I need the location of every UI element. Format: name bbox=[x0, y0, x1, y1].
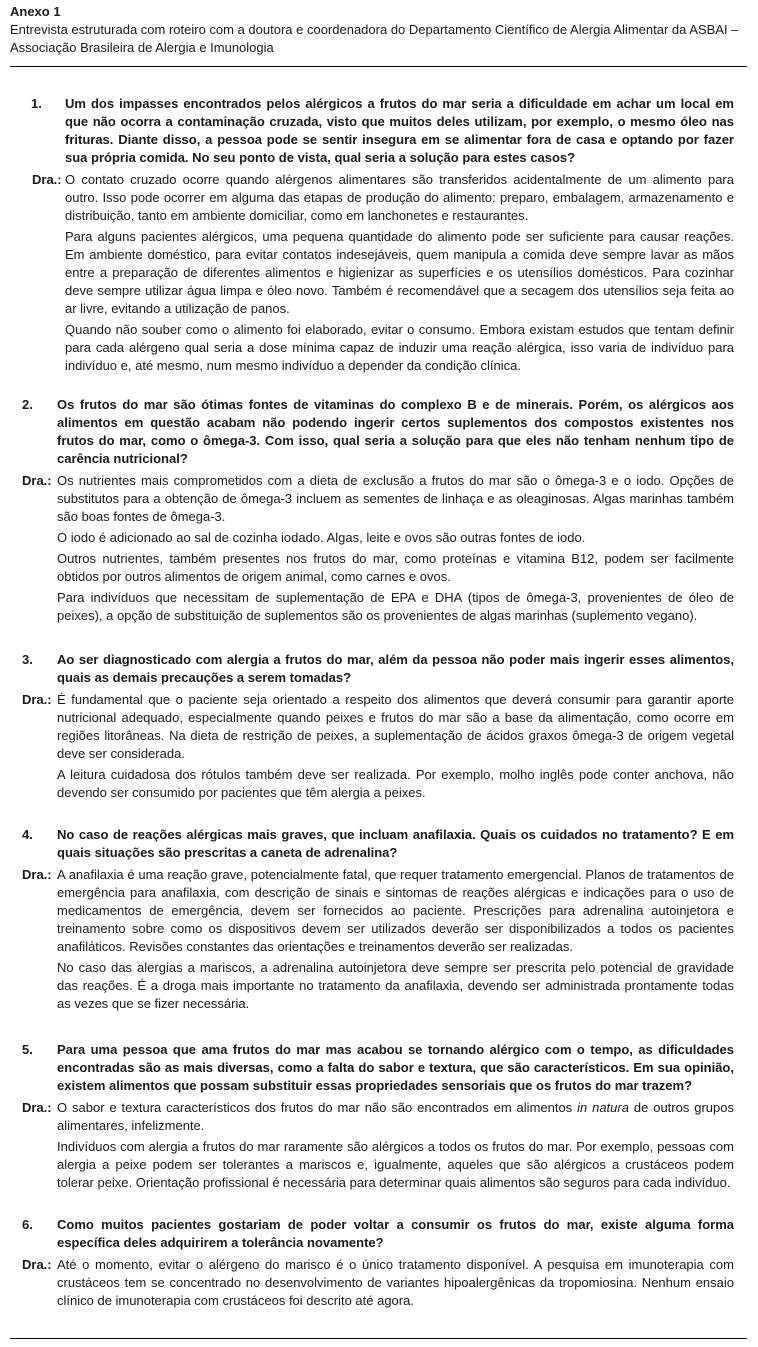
question-number: 2. bbox=[22, 397, 33, 412]
answer-3 bbox=[0, 691, 758, 802]
italic-term: in natura bbox=[577, 1100, 629, 1115]
question-2 bbox=[0, 396, 758, 468]
annex-header bbox=[10, 3, 750, 57]
speaker-label: Dra.: bbox=[32, 172, 62, 187]
question-number: 6. bbox=[22, 1217, 33, 1232]
answer-6 bbox=[0, 1256, 758, 1310]
answer-paragraph: O sabor e textura característicos dos frutos do mar não são encontrados em alimentos in natura de outros grupos alimentares, infelizmente. bbox=[57, 1100, 734, 1133]
speaker-label: Dra.: bbox=[22, 1257, 52, 1272]
question-4 bbox=[0, 826, 758, 862]
question-3 bbox=[0, 651, 758, 687]
qa-item-5 bbox=[0, 1041, 758, 1192]
qa-item-6 bbox=[0, 1216, 758, 1310]
answer-paragraph: Para alguns pacientes alérgicos, uma pequena quantidade do alimento pode ser suficiente para causar reações. Em ambiente doméstico, para evitar contatos indesejáveis, quem manipula a comida deve sempre lavar as mãos entre a preparação de diferentes alimentos e higienizar as superfícies e os utensílios domésticos. Para cozinhar deve sempre utilizar água limpa e óleo novo. Também é recomendável que a secagem dos utensílios seja feita ao ar livre, evitando a utilização de panos. bbox=[65, 229, 734, 316]
question-text: Um dos impasses encontrados pelos alérgicos a frutos do mar seria a dificuldade em achar um local em que não ocorra a contaminação cruzada, visto que muitos deles utilizam, por exemplo, o mesmo óleo nas frituras. Diante disso, a pessoa pode se sentir insegura em se alimentar fora de casa e optando por fazer sua própria comida. No seu ponto de vista, qual seria a solução para estes casos? bbox=[65, 96, 734, 165]
speaker-label: Dra.: bbox=[22, 473, 52, 488]
answer-paragraph: Para indivíduos que necessitam de suplementação de EPA e DHA (tipos de ômega-3, provenientes de óleo de peixes), a opção de substituição de suplementos são os provenientes de algas marinhas (suplemento vegano). bbox=[57, 590, 734, 623]
annex-title: Anexo 1 bbox=[10, 4, 61, 19]
answer-paragraph: Indivíduos com alergia a frutos do mar raramente são alérgicos a todos os frutos do mar. Por exemplo, pessoas com alergia a peixe podem ser tolerantes a mariscos e, igualmente, aqueles que são alérgicos a crustáceos podem tolerar peixe. Orientação profissional é necessária para determinar quais alimentos são seguros para cada indivíduo. bbox=[57, 1139, 734, 1190]
answer-paragraph: A leitura cuidadosa dos rótulos também deve ser realizada. Por exemplo, molho inglês pode conter anchova, não devendo ser consumido por pacientes que têm alergia a peixes. bbox=[57, 767, 734, 800]
question-6 bbox=[0, 1216, 758, 1252]
answer-4 bbox=[0, 866, 758, 1013]
bottom-divider bbox=[10, 1338, 747, 1339]
question-number: 1. bbox=[31, 96, 42, 111]
answer-paragraph: Quando não souber como o alimento foi elaborado, evitar o consumo. Embora existam estudos que tentam definir para cada alérgeno qual seria a dose mínima capaz de induzir uma reação alérgica, isso varia de indivíduo para indivíduo e, até mesmo, num mesmo indivíduo a depender da condição clínica. bbox=[65, 322, 734, 373]
answer-1 bbox=[0, 171, 758, 375]
qa-item-3 bbox=[0, 651, 758, 802]
qa-item-1 bbox=[0, 95, 758, 375]
question-1 bbox=[0, 95, 758, 167]
answer-paragraph: É fundamental que o paciente seja orientado a respeito dos alimentos que deverá consumir para garantir aporte nutricional adequado, especialmente quando peixes e frutos do mar são a base da alimentação, como ocorre em regiões litorâneas. Na dieta de restrição de peixes, a suplementação de ácidos graxos ômega-3 de origem vegetal deve ser considerada. bbox=[57, 692, 734, 761]
question-text: Para uma pessoa que ama frutos do mar mas acabou se tornando alérgico com o tempo, as dificuldades encontradas são as mais diversas, como a falta do sabor e textura, que são característicos. Em sua opinião, existem alimentos que possam substituir essas propriedades sensoriais que os frutos do mar trazem? bbox=[57, 1042, 734, 1093]
answer-5 bbox=[0, 1099, 758, 1192]
question-text: No caso de reações alérgicas mais graves, que incluam anafilaxia. Quais os cuidados no tratamento? E em quais situações são prescritas a caneta de adrenalina? bbox=[57, 827, 734, 860]
answer-paragraph: Os nutrientes mais comprometidos com a dieta de exclusão a frutos do mar são o ômega-3 e o iodo. Opções de substitutos para a obtenção de ômega-3 incluem as sementes de linhaça e as oleaginosas. Algas marinhas também são boas fontes de ômega-3. bbox=[57, 473, 734, 524]
question-number: 4. bbox=[22, 827, 33, 842]
answer-paragraph: A anafilaxia é uma reação grave, potencialmente fatal, que requer tratamento emergencial. Planos de tratamentos de emergência para anafilaxia, com descrição de sinais e sintomas de reações alérgicas e indicações para o uso de medicamentos de emergência, devem ser fornecidos ao paciente. Prescrições para adrenalina autoinjetora e treinamento sobre como os dispositivos devem ser utilizados deverão ser disponibilizados a todos os pacientes anafiláticos. Revisões constantes das orientações e treinamentos deverão ser realizadas. bbox=[57, 867, 734, 954]
question-number: 3. bbox=[22, 652, 33, 667]
speaker-label: Dra.: bbox=[22, 692, 52, 707]
question-text: Como muitos pacientes gostariam de poder voltar a consumir os frutos do mar, existe alguma forma específica deles adquirirem a tolerância novamente? bbox=[57, 1217, 734, 1250]
question-5 bbox=[0, 1041, 758, 1095]
annex-subtitle: Entrevista estruturada com roteiro com a doutora e coordenadora do Departamento Científico de Alergia Alimentar da ASBAI – Associação Brasileira de Alergia e Imunologia bbox=[10, 22, 739, 55]
answer-paragraph: No caso das alergias a mariscos, a adrenalina autoinjetora deve sempre ser prescrita pelo potencial de gravidade das reações. É a droga mais importante no tratamento da anafilaxia, devendo ser administrada prontamente todas as vezes que se fizer necessária. bbox=[57, 960, 734, 1011]
question-text: Ao ser diagnosticado com alergia a frutos do mar, além da pessoa não poder mais ingerir esses alimentos, quais as demais precauções a serem tomadas? bbox=[57, 652, 734, 685]
answer-paragraph: Até o momento, evitar o alérgeno do marisco é o único tratamento disponível. A pesquisa em imunoterapia com crustáceos tem se concentrado no desenvolvimento de variantes hipoalergênicas da tropomiosina. Nenhum ensaio clínico de imunoterapia com crustáceos foi descrito até agora. bbox=[57, 1257, 734, 1308]
qa-item-4 bbox=[0, 826, 758, 1013]
question-number: 5. bbox=[22, 1042, 33, 1057]
answer-paragraph: O contato cruzado ocorre quando alérgenos alimentares são transferidos acidentalmente de um alimento para outro. Isso pode ocorrer em alguma das etapas de produção do alimento: preparo, embalagem, armazenamento e distribuição, tanto em ambiente domiciliar, como em lanchonetes e restaurantes. bbox=[65, 172, 734, 223]
question-text: Os frutos do mar são ótimas fontes de vitaminas do complexo B e de minerais. Porém, os alérgicos aos alimentos em questão acabam não podendo ingerir certos suplementos dos compostos existentes nos frutos do mar, como o ômega-3. Com isso, qual seria a solução para que eles não tenham nenhum tipo de carência nutricional? bbox=[57, 397, 734, 466]
top-divider bbox=[10, 66, 747, 67]
speaker-label: Dra.: bbox=[22, 1100, 52, 1115]
speaker-label: Dra.: bbox=[22, 867, 52, 882]
qa-item-2 bbox=[0, 396, 758, 625]
answer-paragraph: Outros nutrientes, também presentes nos frutos do mar, como proteínas e vitamina B12, podem ser facilmente obtidos por outros alimentos de origem animal, como carnes e ovos. bbox=[57, 551, 734, 584]
answer-2 bbox=[0, 472, 758, 625]
answer-paragraph: O iodo é adicionado ao sal de cozinha iodado. Algas, leite e ovos são outras fontes de iodo. bbox=[57, 530, 586, 545]
